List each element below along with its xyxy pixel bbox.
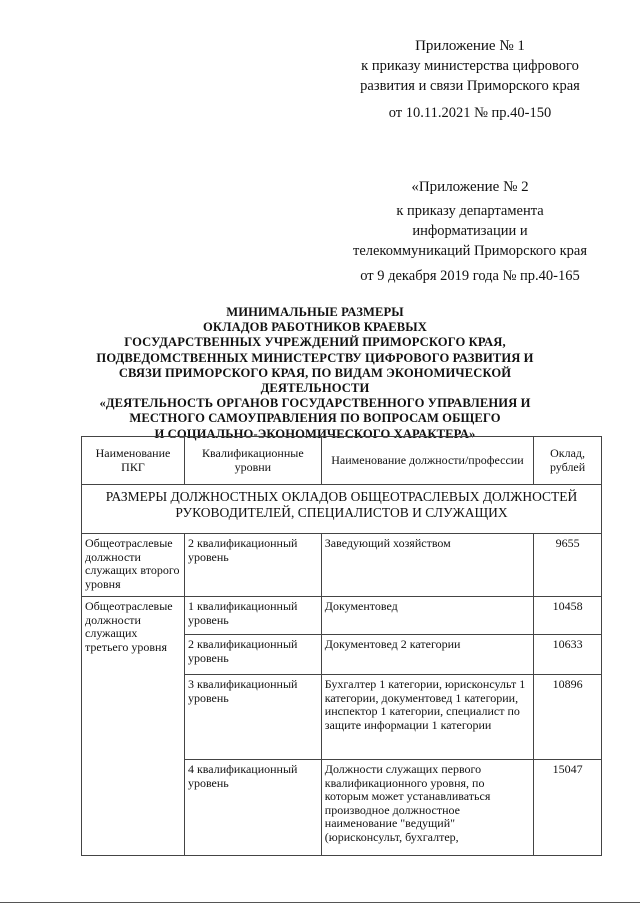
appendix-1-block [330,36,610,123]
level-cell: 4 квалификационный уровень [184,760,321,856]
salary-cell: 15047 [534,760,602,856]
title-line: СВЯЗИ ПРИМОРСКОГО КРАЯ, ПО ВИДАМ ЭКОНОМИЧЕСКОЙ ДЕЯТЕЛЬНОСТИ [118,365,512,396]
appendix-1-line: развития и связи Приморского края [360,78,580,94]
pkg-cell: Общеотраслевые должности служащих второго уровня [82,534,185,597]
salary-cell: 10458 [534,597,602,635]
appendix-1-line: к приказу министерства цифрового [361,58,579,74]
title-line: ОКЛАДОВ РАБОТНИКОВ КРАЕВЫХ [203,320,427,335]
level-cell: 2 квалификационный уровень [184,635,321,675]
level-cell: 2 квалификационный уровень [184,534,321,597]
appendix-1-heading: Приложение № 1 [415,38,525,54]
level-cell: 1 квалификационный уровень [184,597,321,635]
header-pkg: Наименование ПКГ [82,437,185,485]
appendix-2-block [330,177,610,286]
table-header-row [82,437,602,485]
title-line: МЕСТНОГО САМОУПРАВЛЕНИЯ ПО ВОПРОСАМ ОБЩЕГО [129,411,501,426]
salary-table [81,436,602,856]
appendix-2-heading: «Приложение № 2 [411,179,529,195]
page-bottom-edge [0,902,640,903]
appendix-2-line: к приказу департамента [396,203,544,219]
salary-cell: 9655 [534,534,602,597]
appendix-2-date: от 9 декабря 2019 года № пр.40-165 [360,268,580,284]
position-cell: Документовед 2 категории [321,635,533,675]
header-level: Квалификационные уровни [184,437,321,485]
title-line: ПОДВЕДОМСТВЕННЫХ МИНИСТЕРСТВУ ЦИФРОВОГО РАЗВИТИЯ И [96,350,534,365]
appendix-1-date: от 10.11.2021 № пр.40-150 [388,105,552,121]
salary-cell: 10896 [534,675,602,760]
level-cell: 3 квалификационный уровень [184,675,321,760]
appendix-2-line: телекоммуникаций Приморского края [352,243,588,259]
title-line: «ДЕЯТЕЛЬНОСТЬ ОРГАНОВ ГОСУДАРСТВЕННОГО УПРАВЛЕНИЯ И [99,396,531,411]
title-line: ГОСУДАРСТВЕННЫХ УЧРЕЖДЕНИЙ ПРИМОРСКОГО КРАЯ, [124,335,506,350]
table-row [82,534,602,597]
position-cell: Документовед [321,597,533,635]
pkg-cell: Общеотраслевые должности служащих третьего уровня [82,597,185,856]
table-row [82,597,602,635]
salary-cell: 10633 [534,635,602,675]
section-title: РАЗМЕРЫ ДОЛЖНОСТНЫХ ОКЛАДОВ ОБЩЕОТРАСЛЕВЫХ ДОЛЖНОСТЕЙ РУКОВОДИТЕЛЕЙ, СПЕЦИАЛИСТОВ И СЛУЖАЩИХ [82,485,602,534]
position-cell: Должности служащих первого квалификационного уровня, по которым может устанавливаться производное должностное наименование "ведущий" (юрисконсульт, бухгалтер, [321,760,533,856]
position-cell: Заведующий хозяйством [321,534,533,597]
document-title [70,305,560,442]
appendix-2-line: информатизации и [412,223,528,239]
title-line: МИНИМАЛЬНЫЕ РАЗМЕРЫ [226,305,404,319]
section-row [82,485,602,534]
header-position: Наименование должности/профессии [321,437,533,485]
title-line: И СОЦИАЛЬНО-ЭКОНОМИЧЕСКОГО ХАРАКТЕРА» [154,426,476,441]
position-cell: Бухгалтер 1 категории, юрисконсульт 1 категории, документовед 1 категории, инспектор 1 категории, специалист по защите информации 1 категории [321,675,533,760]
header-salary: Оклад, рублей [534,437,602,485]
